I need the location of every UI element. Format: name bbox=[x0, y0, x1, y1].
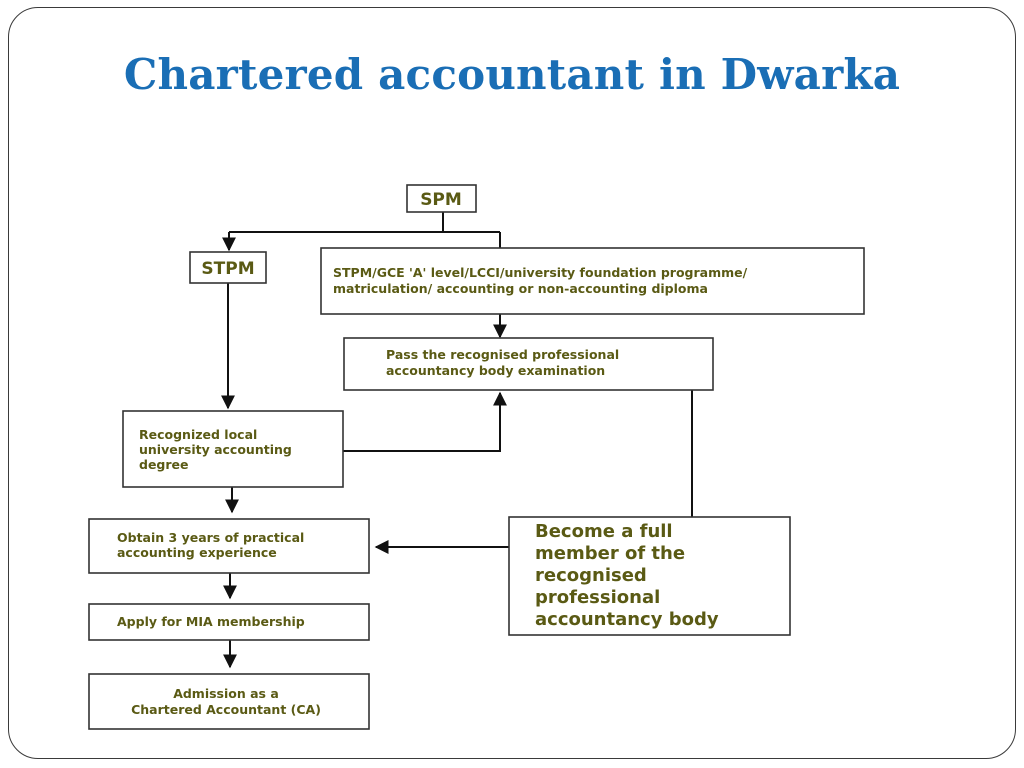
node-apply-mia-label: Apply for MIA membership bbox=[117, 614, 305, 629]
node-experience bbox=[89, 519, 369, 573]
node-local-degree-line3: degree bbox=[139, 457, 189, 472]
node-admission-line2: Chartered Accountant (CA) bbox=[131, 702, 321, 717]
arrow-degree-to-exam bbox=[343, 393, 500, 451]
slide-title: Chartered accountant in Dwarka bbox=[123, 50, 901, 99]
node-stpm-gce-line2: matriculation/ accounting or non-accounting diploma bbox=[333, 281, 708, 296]
node-local-degree-line2: university accounting bbox=[139, 442, 292, 457]
node-full-member bbox=[509, 517, 790, 635]
node-stpm-label: STPM bbox=[201, 259, 255, 279]
node-experience-line2: accounting experience bbox=[117, 545, 277, 560]
node-stpm-gce-line1: STPM/GCE 'A' level/LCCI/university foundation programme/ bbox=[333, 265, 748, 280]
node-full-member-line3: recognised bbox=[535, 565, 647, 586]
node-local-degree bbox=[123, 411, 343, 487]
node-pass-exam-line1: Pass the recognised professional bbox=[386, 347, 620, 362]
node-full-member-line5: accountancy body bbox=[535, 609, 719, 630]
node-spm-label: SPM bbox=[420, 190, 462, 210]
node-admission-line1: Admission as a bbox=[173, 686, 279, 701]
node-full-member-line4: professional bbox=[535, 587, 661, 608]
node-stpm bbox=[190, 252, 266, 283]
node-admission bbox=[89, 674, 369, 729]
node-pass-exam-line2: accountancy body examination bbox=[386, 363, 606, 378]
node-stpm-gce bbox=[321, 248, 864, 314]
node-experience-line1: Obtain 3 years of practical bbox=[117, 530, 305, 545]
node-spm bbox=[407, 185, 476, 212]
node-full-member-line2: member of the bbox=[535, 543, 686, 564]
node-pass-exam bbox=[344, 338, 713, 390]
node-apply-mia bbox=[89, 604, 369, 640]
node-full-member-line1: Become a full bbox=[535, 521, 673, 542]
node-local-degree-line1: Recognized local bbox=[139, 427, 258, 442]
